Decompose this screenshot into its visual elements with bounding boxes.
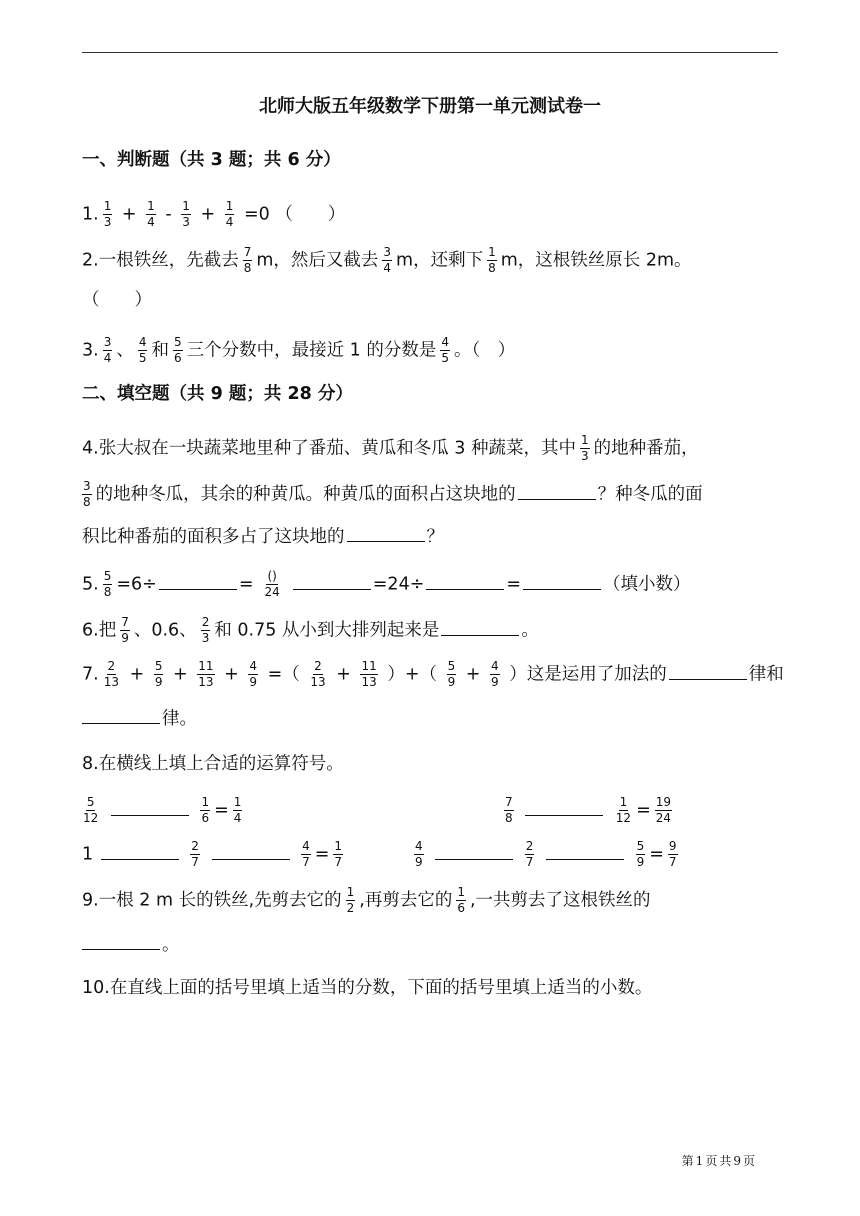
fraction (636, 840, 646, 869)
fraction-denominator: 13 (310, 675, 326, 689)
answer-blank[interactable] (518, 482, 596, 500)
text-segment: m，然后又截去 (256, 250, 379, 271)
answer-blank[interactable] (347, 524, 425, 542)
fraction-denominator: 4 (383, 261, 392, 275)
fraction-denominator: 5 (441, 351, 450, 365)
text-segment: =0 （ ） (243, 204, 346, 225)
fraction (382, 246, 392, 275)
fraction (138, 336, 148, 365)
fraction (440, 336, 450, 365)
text-segment: ？种冬瓜的面 (597, 484, 703, 505)
text-segment: 3. (82, 340, 99, 361)
fraction (120, 616, 130, 645)
fraction-numerator: 1 (103, 199, 112, 213)
fraction-denominator: 13 (103, 675, 119, 689)
fraction (243, 246, 253, 275)
question-8: 8.在横线上填上合适的运算符号。 (82, 754, 344, 774)
fraction-denominator: 13 (198, 675, 214, 689)
fraction-numerator: 7 (505, 795, 513, 809)
fraction (201, 616, 211, 645)
answer-blank[interactable] (435, 842, 513, 860)
question-8-row2-left (82, 840, 347, 869)
text-segment: 。 (521, 620, 539, 641)
text-segment: + (465, 664, 481, 685)
text-segment: （填小数） (603, 574, 691, 595)
text-segment: - (165, 204, 172, 225)
answer-blank[interactable] (441, 618, 519, 636)
fraction-denominator: 4 (233, 811, 242, 825)
text-segment: 、0.6、 (133, 620, 197, 641)
text-segment: = (649, 844, 664, 865)
text-segment: 的地种冬瓜，其余的种黄瓜。种黄瓜的面积占这块地的 (95, 484, 516, 505)
question-4-line3 (82, 524, 444, 549)
fraction-numerator: 2 (314, 659, 322, 673)
fraction-denominator: 3 (580, 449, 589, 463)
fraction-denominator: 8 (103, 585, 112, 599)
text-segment: =6÷ (116, 574, 157, 595)
fraction-denominator: 9 (249, 675, 258, 689)
fraction-numerator: 4 (441, 335, 450, 349)
fraction-numerator: 5 (86, 795, 95, 809)
fraction-numerator: 2 (191, 839, 199, 853)
fraction-numerator: 4 (138, 335, 147, 349)
fraction-denominator: 7 (525, 855, 534, 869)
fraction-denominator: 13 (361, 675, 377, 689)
fraction-numerator: 3 (103, 335, 112, 349)
fraction-numerator: 11 (198, 659, 214, 673)
fraction (487, 246, 497, 275)
text-segment: = (636, 800, 651, 821)
text-segment: 1 (82, 844, 94, 865)
answer-blank[interactable] (426, 572, 504, 590)
fraction-numerator: 1 (182, 199, 190, 213)
fraction-numerator: 2 (107, 659, 116, 673)
answer-blank[interactable] (82, 932, 160, 950)
fraction-denominator: 8 (488, 261, 496, 275)
fraction-numerator: 5 (154, 659, 163, 673)
fraction-denominator: 24 (264, 585, 280, 599)
question-4-line2 (82, 480, 703, 509)
question-8-row2-right (410, 840, 682, 869)
answer-blank[interactable] (101, 842, 179, 860)
fraction (103, 660, 120, 689)
question-8-row1-right (500, 796, 676, 825)
section-judge-heading: 一、判断题（共 3 题；共 6 分） (82, 150, 341, 170)
fraction (263, 570, 280, 599)
fraction-denominator: 9 (415, 855, 423, 869)
answer-blank[interactable] (82, 706, 160, 724)
fraction (197, 660, 214, 689)
fraction-denominator: 8 (243, 261, 252, 275)
text-segment: 、 (116, 340, 134, 361)
text-segment: 7. (82, 664, 99, 685)
fraction-numerator: 1 (147, 199, 155, 213)
fraction-numerator: 1 (580, 433, 589, 447)
fraction (309, 660, 326, 689)
fraction-denominator: 6 (201, 811, 210, 825)
text-segment: 。（ ） (454, 340, 516, 361)
fraction-numerator: 5 (173, 335, 182, 349)
fraction (504, 796, 514, 825)
text-segment: ）这是运用了加法的 (509, 664, 667, 685)
fraction-numerator: 7 (121, 615, 129, 629)
header-rule (82, 52, 778, 53)
text-segment: =24÷ (372, 574, 425, 595)
fraction (360, 660, 377, 689)
fraction-numerator: 5 (103, 569, 112, 583)
text-segment: + (200, 204, 216, 225)
fraction-numerator: 1 (334, 839, 343, 853)
fraction (490, 660, 500, 689)
question-2 (82, 246, 692, 275)
fraction-denominator: 8 (83, 495, 91, 509)
answer-blank[interactable] (212, 842, 290, 860)
fraction (580, 434, 590, 463)
fraction (615, 796, 632, 825)
text-segment: 三个分数中，最接近 1 的分数是 (186, 340, 437, 361)
fraction-numerator: 5 (636, 839, 645, 853)
fraction-denominator: 7 (334, 855, 343, 869)
answer-blank[interactable] (293, 572, 371, 590)
text-segment: ）+（ (387, 664, 437, 685)
question-9 (82, 886, 651, 915)
answer-blank[interactable] (546, 842, 624, 860)
text-segment: ,一共剪去了这根铁丝的 (469, 890, 651, 911)
fraction (668, 840, 678, 869)
fraction (655, 796, 672, 825)
fraction-numerator: 4 (491, 659, 499, 673)
fraction-numerator: 3 (383, 245, 392, 259)
fraction-numerator: 4 (302, 839, 310, 853)
question-8-row1-left (82, 796, 246, 825)
fraction (154, 660, 164, 689)
fraction-denominator: 6 (457, 901, 465, 915)
text-segment: =（ (267, 664, 300, 685)
text-segment: ,再剪去它的 (359, 890, 453, 911)
fraction-numerator: 5 (447, 659, 456, 673)
fraction (103, 336, 113, 365)
text-segment: 律。 (162, 709, 197, 729)
question-9-line2 (82, 932, 180, 957)
fraction (82, 480, 92, 509)
text-segment: ？ (426, 527, 444, 547)
fraction-denominator: 5 (138, 351, 147, 365)
text-segment: 和 0.75 从小到大排列起来是 (214, 620, 440, 641)
fraction-numerator: 1 (619, 795, 628, 809)
answer-blank[interactable] (523, 572, 601, 590)
text-segment: 2.一根铁丝，先截去 (82, 250, 239, 271)
fraction-denominator: 9 (491, 675, 499, 689)
text-segment: = (506, 574, 522, 595)
fraction-denominator: 2 (346, 901, 355, 915)
fraction (103, 200, 113, 229)
text-segment: 页 (742, 1154, 755, 1168)
answer-blank[interactable] (159, 572, 237, 590)
page-title: 北师大版五年级数学下册第一单元测试卷一 (259, 96, 601, 117)
text-segment: 。 (162, 935, 180, 955)
text-segment: + (336, 664, 351, 685)
fraction-denominator: 6 (173, 351, 182, 365)
fraction-numerator: 2 (201, 615, 210, 629)
text-segment: 第 (681, 1154, 694, 1168)
fraction-denominator: 24 (655, 811, 672, 825)
fraction (333, 840, 343, 869)
text-segment: = (314, 844, 330, 865)
answer-blank[interactable] (669, 662, 747, 680)
fraction (103, 570, 113, 599)
fraction-numerator: 1 (346, 885, 355, 899)
text-segment: = (214, 800, 229, 821)
fraction-numerator: 7 (243, 245, 252, 259)
fraction-denominator: 3 (103, 215, 112, 229)
fraction-denominator: 7 (668, 855, 677, 869)
fraction-numerator: 1 (488, 245, 496, 259)
fraction (173, 336, 183, 365)
fraction-numerator: 19 (655, 795, 672, 809)
fraction-numerator: () (267, 569, 277, 583)
fraction (146, 200, 156, 229)
text-segment: + (129, 664, 145, 685)
fraction-numerator: 9 (668, 839, 677, 853)
text-segment: 1 (695, 1154, 704, 1168)
text-segment: + (173, 664, 188, 685)
fraction-denominator: 9 (154, 675, 163, 689)
fraction-numerator: 3 (83, 479, 91, 493)
fraction-numerator: 1 (201, 795, 210, 809)
question-3 (82, 336, 515, 365)
fraction-numerator: 2 (525, 839, 534, 853)
text-segment: 9 (733, 1154, 741, 1168)
fraction-denominator: 3 (201, 631, 210, 645)
fraction-denominator: 7 (191, 855, 199, 869)
fraction-denominator: 4 (225, 215, 234, 229)
fraction (181, 200, 191, 229)
text-segment: 和 (151, 340, 169, 361)
question-2-answer-paren: （ ） (82, 290, 152, 310)
text-segment: 4.张大叔在一块蔬菜地里种了番茄、黄瓜和冬瓜 3 种蔬菜，其中 (82, 438, 576, 459)
text-segment: 页 (705, 1154, 718, 1168)
fraction-denominator: 4 (103, 351, 112, 365)
text-segment: m，还剩下 (396, 250, 484, 271)
fraction-denominator: 9 (636, 855, 645, 869)
fraction (346, 886, 356, 915)
fraction-denominator: 12 (83, 811, 99, 825)
fraction (456, 886, 466, 915)
fraction-denominator: 4 (147, 215, 155, 229)
question-7 (82, 660, 784, 689)
question-7-line2 (82, 706, 197, 731)
fraction-denominator: 7 (302, 855, 310, 869)
text-segment: 6.把 (82, 620, 117, 641)
text-segment: = (238, 574, 254, 595)
fraction-numerator: 4 (249, 659, 258, 673)
fraction-denominator: 8 (505, 811, 513, 825)
text-segment: + (224, 664, 239, 685)
answer-blank[interactable] (111, 798, 189, 816)
text-segment: 5. (82, 574, 99, 595)
fraction-numerator: 4 (415, 839, 423, 853)
fraction (525, 840, 535, 869)
text-segment: 9.一根 2 m 长的铁丝,先剪去它的 (82, 890, 342, 911)
text-segment: 的地种番茄， (593, 438, 699, 459)
text-segment: 1. (82, 204, 99, 225)
fraction (447, 660, 457, 689)
text-segment: 律和 (748, 664, 784, 685)
fraction-numerator: 1 (457, 885, 465, 899)
question-4-line1 (82, 434, 699, 463)
fraction (414, 840, 424, 869)
text-segment: 积比种番茄的面积多占了这块地的 (82, 527, 345, 547)
fraction (82, 796, 99, 825)
fraction (190, 840, 200, 869)
page-footer (681, 1152, 756, 1169)
question-10: 10.在直线上面的括号里填上适当的分数，下面的括号里填上适当的小数。 (82, 978, 653, 998)
text-segment: + (121, 204, 137, 225)
text-segment: 共 (719, 1154, 732, 1168)
fraction (301, 840, 311, 869)
section-fill-heading: 二、填空题（共 9 题；共 28 分） (82, 384, 353, 404)
fraction-numerator: 1 (233, 795, 242, 809)
fraction (200, 796, 210, 825)
question-1 (82, 200, 345, 229)
fraction (248, 660, 258, 689)
fraction-denominator: 12 (615, 811, 632, 825)
question-5 (82, 570, 691, 599)
fraction-denominator: 3 (182, 215, 190, 229)
fraction (225, 200, 235, 229)
answer-blank[interactable] (525, 798, 603, 816)
fraction-numerator: 11 (361, 659, 377, 673)
fraction-numerator: 1 (225, 199, 234, 213)
fraction-denominator: 9 (121, 631, 129, 645)
fraction (233, 796, 243, 825)
fraction-denominator: 9 (447, 675, 456, 689)
text-segment: m，这根铁丝原长 2m。 (500, 250, 692, 271)
question-6 (82, 616, 539, 645)
